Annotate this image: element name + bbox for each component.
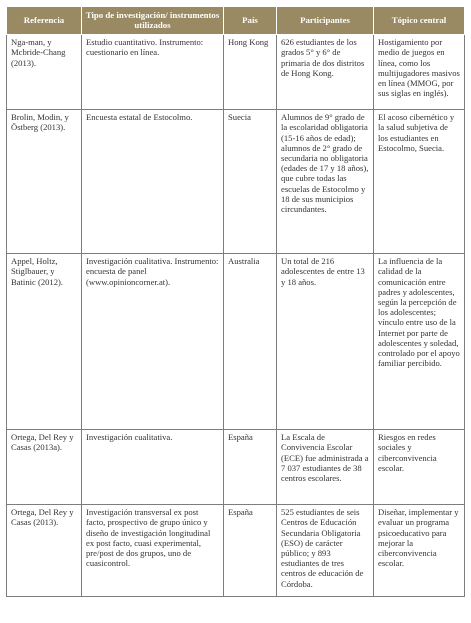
cell-participantes: Un total de 216 adolescentes de entre 13 y 18 años. xyxy=(277,254,374,430)
header-participantes: Participantes xyxy=(277,7,374,35)
cell-participantes: La Escala de Convivencia Escolar (ECE) fue administrada a 7 037 estudiantes de 38 centros escolares. xyxy=(277,430,374,505)
header-pais: País xyxy=(224,7,277,35)
cell-tipo: Investigación cualitativa. Instrumento: encuesta de panel (www.opinioncorner.at). xyxy=(82,254,224,430)
cell-participantes: 525 estudiantes de seis Centros de Educación Secundaria Obligatoria (ESO) de carácter público; y 893 estudiantes de tres centros de educación de Córdoba. xyxy=(277,505,374,597)
cell-pais: Australia xyxy=(224,254,277,430)
table-row xyxy=(7,430,465,505)
table-row xyxy=(7,254,465,430)
cell-referencia: Appel, Holtz, Stiglbauer, y Batinic (2012). xyxy=(7,254,82,430)
header-tipo-investigacion: Tipo de investigación/ instrumentos utilizados xyxy=(82,7,224,35)
cell-topico: El acoso cibernético y la salud subjetiva de los estudiantes en Estocolmo, Suecia. xyxy=(374,110,465,254)
cell-participantes: 626 estudiantes de los grados 5° y 6° de primaria de dos distritos de Hong Kong. xyxy=(277,35,374,110)
cell-topico: Hostigamiento por medio de juegos en línea, como los multijugadores masivos en línea (MMOG, por sus siglas en inglés). xyxy=(374,35,465,110)
cell-participantes: Alumnos de 9° grado de la escolaridad obligatoria (15-16 años de edad); alumnos de 2° grado de secundaria no obligatoria (edades de 17 y 18 años), que cubre todas las escuelas de Estocolmo y 18 de sus municipios circundantes. xyxy=(277,110,374,254)
cell-pais: España xyxy=(224,430,277,505)
cell-pais: Suecia xyxy=(224,110,277,254)
table-row xyxy=(7,110,465,254)
cell-pais: España xyxy=(224,505,277,597)
cell-referencia: Ortega, Del Rey y Casas (2013). xyxy=(7,505,82,597)
cell-topico: Diseñar, implementar y evaluar un programa psicoeducativo para mejorar la ciberconvivencia escolar. xyxy=(374,505,465,597)
cell-topico: La influencia de la calidad de la comunicación entre padres y adolescentes, según la percepción de los adolescentes; vínculo entre uso de la Internet por parte de adolescentes y soledad, controlado por el apoyo familiar percibido. xyxy=(374,254,465,430)
cell-pais: Hong Kong xyxy=(224,35,277,110)
page-container xyxy=(6,6,464,597)
table-row xyxy=(7,35,465,110)
cell-tipo: Encuesta estatal de Estocolmo. xyxy=(82,110,224,254)
header-topico-central: Tópico central xyxy=(374,7,465,35)
cell-tipo: Estudio cuantitativo. Instrumento: cuestionario en línea. xyxy=(82,35,224,110)
table-row xyxy=(7,505,465,597)
table-header-row xyxy=(7,7,465,35)
cell-tipo: Investigación transversal ex post facto, prospectivo de grupo único y diseño de investigación longitudinal ex post facto, cuasi experimental, pre/post de dos grupos, uno de cuasicontrol. xyxy=(82,505,224,597)
cell-referencia: Ortega, Del Rey y Casas (2013a). xyxy=(7,430,82,505)
cell-tipo: Investigación cualitativa. xyxy=(82,430,224,505)
cell-referencia: Nga-man, y Mcbride-Chang (2013). xyxy=(7,35,82,110)
research-table xyxy=(6,6,465,597)
header-referencia: Referencia xyxy=(7,7,82,35)
cell-topico: Riesgos en redes sociales y ciberconvivencia escolar. xyxy=(374,430,465,505)
cell-referencia: Brolin, Modin, y Östberg (2013). xyxy=(7,110,82,254)
